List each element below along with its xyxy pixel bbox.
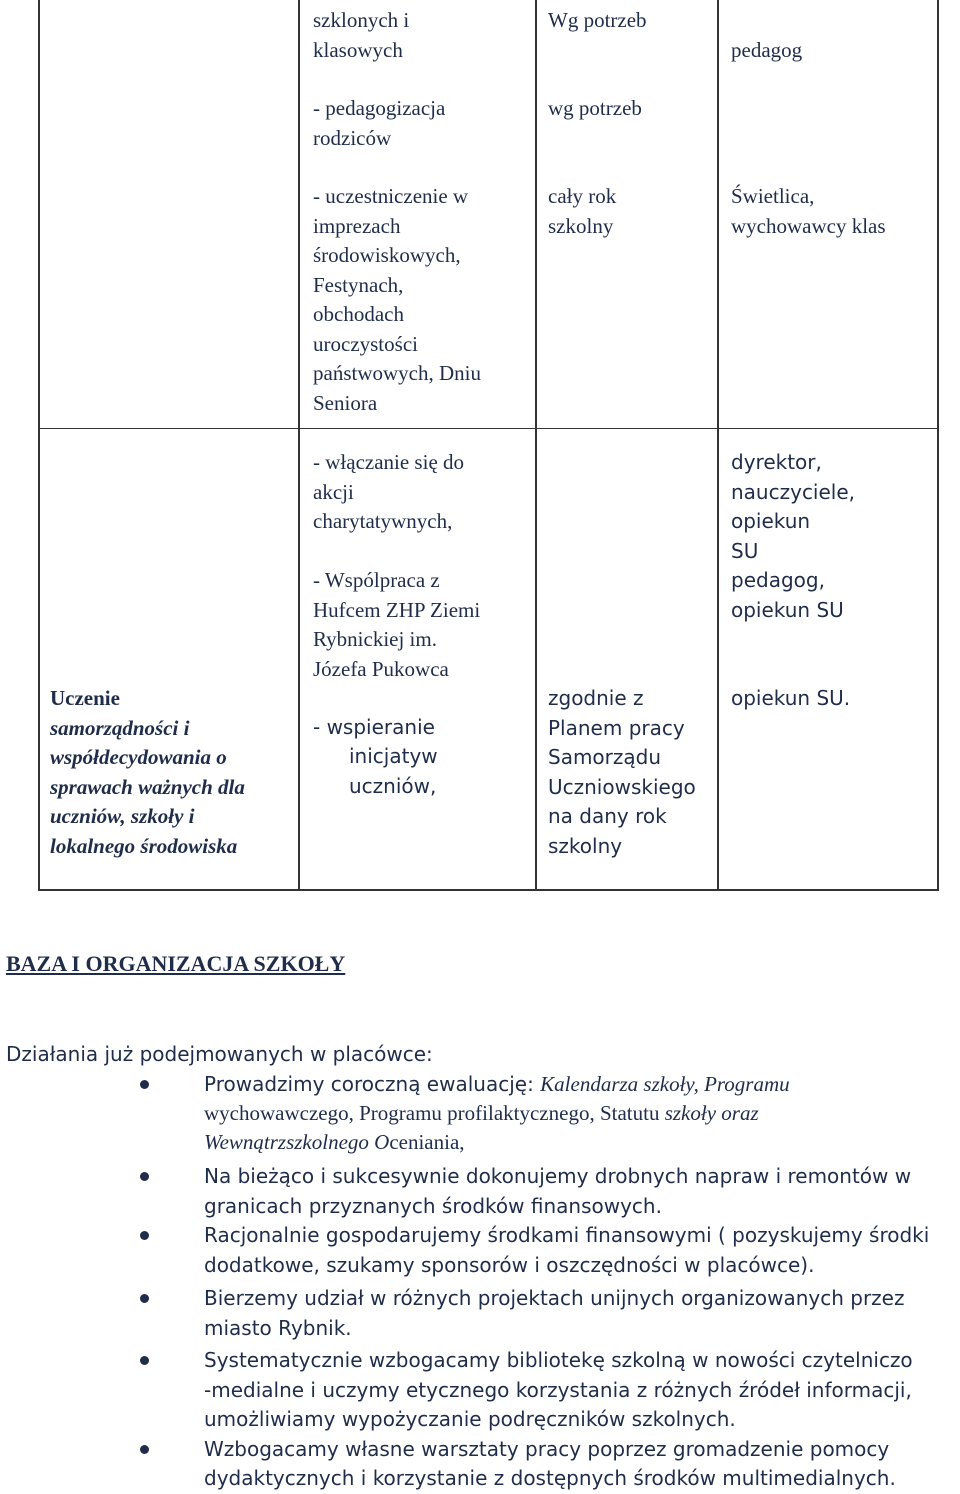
- table-cell-term-2: wg potrzeb: [548, 96, 642, 120]
- table-divider-col3: [535, 0, 537, 891]
- bullet-5-line-2: -medialne i uczymy etycznego korzystania z różnych źródeł informacji,: [204, 1378, 912, 1402]
- table-cell-responsible-5: pedagog, opiekun SU: [731, 568, 844, 622]
- table-cell-activity-2: - pedagogizacja rodziców: [313, 96, 446, 150]
- table-cell-term-1: Wg potrzeb: [548, 8, 647, 32]
- table-cell-activity-5: - Wspólpraca z Hufcem ZHP Ziemi Rybnickiej im. Józefa Pukowca: [313, 568, 481, 681]
- table-border-left: [38, 0, 40, 891]
- bullet-2-line-2: granicach przyznanych środków finansowych.: [204, 1194, 662, 1218]
- table-cell-responsible-4: dyrektor, nauczyciele, opiekun SU: [731, 450, 856, 563]
- bullet-4-line-1: Bierzemy udział w różnych projektach unijnych organizowanych przez: [204, 1286, 905, 1310]
- table-cell-term-4: zgodnie z Planem pracy Samorządu Uczniowskiego na dany rok szkolny: [548, 686, 696, 858]
- table-cell-activity-4: - włączanie się do akcji charytatywnych,: [313, 450, 465, 533]
- table-cell-activity-6: inicjatyw uczniów,: [349, 744, 438, 798]
- bullet-3-line-1: Racjonalnie gospodarujemy środkami finansowymi ( pozyskujemy środki: [204, 1223, 930, 1247]
- table-cell-term-3: cały rok szkolny: [548, 184, 617, 238]
- bullet-icon: [140, 1080, 149, 1089]
- table-border-right: [937, 0, 939, 891]
- bullet-3-line-2: dodatkowe, szukamy sponsorów i oszczędności w placówce).: [204, 1253, 815, 1277]
- table-border-bottom: [38, 889, 939, 891]
- bullet-icon: [140, 1231, 149, 1240]
- goal-description: samorządności i współdecydowania o sprawach ważnych dla uczniów, szkoły i lokalnego środowiska: [50, 715, 245, 858]
- table-cell-activity-1: szklonych i klasowych: [313, 8, 410, 62]
- bullet-5-line-1: Systematycznie wzbogacamy bibliotekę szkolną w nowości czytelniczo: [204, 1348, 913, 1372]
- table-cell-responsible-6: opiekun SU.: [731, 686, 851, 710]
- table-cell-responsible-1: pedagog: [731, 38, 803, 62]
- bullet-1-line-1: Prowadzimy coroczną ewaluację: Kalendarza szkoły, Programu: [204, 1072, 790, 1096]
- table-cell-activity-6-dash: - wspieranie: [313, 715, 435, 739]
- table-cell-goal: [50, 684, 245, 861]
- table-divider-col4: [717, 0, 719, 891]
- bullet-icon: [140, 1172, 149, 1181]
- bullet-icon: [140, 1356, 149, 1365]
- bullet-icon: [140, 1294, 149, 1303]
- table-row-divider: [38, 428, 939, 429]
- bullet-6-line-1: Wzbogacamy własne warsztaty pracy poprzez gromadzenie pomocy: [204, 1437, 890, 1461]
- table-divider-col2: [298, 0, 300, 891]
- section-intro: Działania już podejmowanych w placówce:: [6, 1042, 433, 1066]
- bullet-2-line-1: Na bieżąco i sukcesywnie dokonujemy drobnych napraw i remontów w: [204, 1164, 912, 1188]
- goal-lead: Uczenie: [50, 686, 120, 710]
- table-cell-responsible-3: Świetlica, wychowawcy klas: [731, 184, 886, 238]
- bullet-1-line-3: Wewnątrzszkolnego Oceniania,: [204, 1130, 465, 1154]
- bullet-6-line-2: dydaktycznych i korzystanie z dostępnych środków multimedialnych.: [204, 1466, 896, 1490]
- bullet-5-line-3: umożliwiamy wypożyczanie podręczników szkolnych.: [204, 1407, 736, 1431]
- section-heading: BAZA I ORGANIZACJA SZKOŁY: [6, 951, 346, 976]
- bullet-1-line-2: wychowawczego, Programu profilaktycznego, Statutu szkoły oraz: [204, 1101, 759, 1125]
- table-cell-activity-3: - uczestniczenie w imprezach środowiskowych, Festynach, obchodach uroczystości państwowych, Dniu Seniora: [313, 184, 481, 415]
- bullet-4-line-2: miasto Rybnik.: [204, 1316, 352, 1340]
- bullet-icon: [140, 1445, 149, 1454]
